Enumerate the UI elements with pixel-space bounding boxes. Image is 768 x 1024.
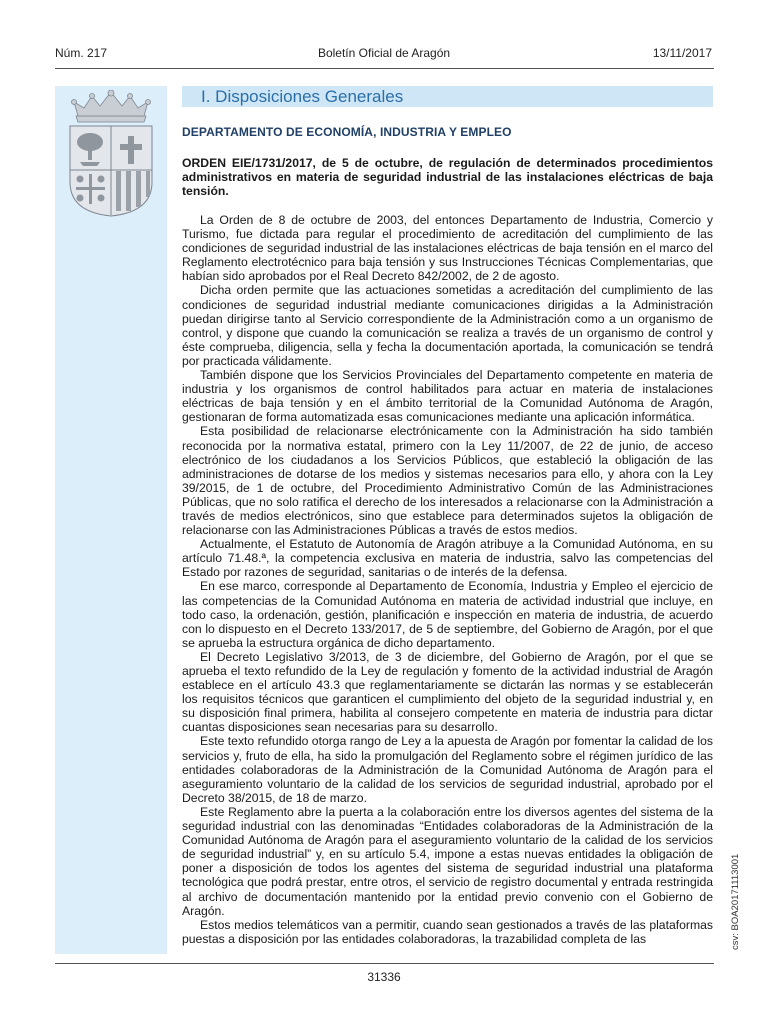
body-paragraph: Esta posibilidad de relacionarse electrónicamente con la Administración ha sido también reconocida por la normativa estatal, primero con la Ley 11/2007, de 22 de junio, de acceso electrónico de los ciudadanos a los Servicios Públicos, que estableció la obligación de las administraciones de dotarse de los medios y sistemas necesarios para ello, y ahora con la Ley 39/2015, de 1 de octubre, del Procedimiento Administrativo Común de las Administraciones Públicas, que no solo ratifica el derecho de los interesados a relacionarse con la Administración a través de medios electrónicos, sino que establece para determinados sujetos la obligación de relacionarse con las Administraciones Públicas a través de estos medios. — [182, 424, 713, 538]
body-paragraph: Estos medios telemáticos van a permitir, cuando sean gestionados a través de las plataformas puestas a disposición por las entidades colaboradoras, la trazabilidad completa de las — [182, 917, 713, 946]
body-paragraph: En ese marco, corresponde al Departamento de Economía, Industria y Empleo el ejercicio de las competencias de la Comunidad Autónoma en materia de actividad industrial que incluye, en todo caso, la ordenación, gestión, planificación e inspección en materia de industria, de acuerdo con lo dispuesto en el Decreto 133/2017, de 5 de septiembre, del Gobierno de Aragón, por el que se aprueba la estructura orgánica de dicho departamento. — [182, 579, 713, 650]
header-divider — [55, 68, 714, 69]
body-paragraph: Dicha orden permite que las actuaciones sometidas a acreditación del cumplimiento de las condiciones de seguridad industrial mediante comunicaciones dirigidas a la Administración puedan dirigirse tanto al Servicio correspondiente de la Administración como a un organismo de control, y dispone que cuando la comunicación se realiza a través de un organismo de control y éste comprueba, diligencia, sella y fecha la documentación aportada, la comunicación se tendrá por practicada válidamente. — [182, 283, 713, 368]
bulletin-date: 13/11/2017 — [652, 46, 712, 60]
page-number: 31336 — [367, 970, 401, 984]
body-paragraph: Actualmente, el Estatuto de Autonomía de Aragón atribuye a la Comunidad Autónoma, en su artículo 71.48.ª, la competencia exclusiva en materia de industria, salvo las competencias del Estado por razones de seguridad, sanitarias o de interés de la defensa. — [182, 537, 713, 580]
footer-divider — [55, 963, 714, 964]
csv-verification-code: csv: BOA20171113001 — [730, 853, 741, 950]
order-title: ORDEN EIE/1731/2017, de 5 de octubre, de regulación de determinados procedimientos administrativos en materia de seguridad industrial de las instalaciones eléctricas de baja tensión. — [182, 156, 713, 198]
body-paragraph: También dispone que los Servicios Provinciales del Departamento competente en materia de industria y los organismos de control habilitados para actuar en materia de instalaciones eléctricas de baja tensión y en el ámbito territorial de la Comunidad Autónoma de Aragón, gestionaran de forma automatizada esas comunicaciones mediante una aplicación informática. — [182, 368, 713, 425]
coat-of-arms-icon — [64, 90, 158, 218]
document-body — [182, 213, 713, 946]
section-title: I. Disposiciones Generales — [201, 87, 404, 106]
body-paragraph: La Orden de 8 de octubre de 2003, del entonces Departamento de Industria, Comercio y Turismo, fue dictada para regular el procedimiento de acreditación del cumplimiento de las condiciones de seguridad industrial de las instalaciones eléctricas de baja tensión en el marco del Reglamento electrotécnico para baja tensión y sus Instrucciones Técnicas Complementarias, que habían sido aprobados por el Real Decreto 842/2002, de 2 de agosto. — [182, 213, 713, 284]
department-heading: DEPARTAMENTO DE ECONOMÍA, INDUSTRIA Y EMPLEO — [182, 125, 512, 139]
bulletin-title: Boletín Oficial de Aragón — [317, 46, 451, 60]
body-paragraph: Este texto refundido otorga rango de Ley a la apuesta de Aragón por fomentar la calidad de los servicios y, fruto de ella, ha sido la promulgación del Reglamento sobre el régimen jurídico de las entidades colaboradoras de la Administración de la Comunidad Autónoma de Aragón para el aseguramiento voluntario de la calidad de los servicios de seguridad industrial, aprobado por el Decreto 38/2015, de 18 de marzo. — [182, 734, 713, 805]
body-paragraph: El Decreto Legislativo 3/2013, de 3 de diciembre, del Gobierno de Aragón, por el que se aprueba el texto refundido de la Ley de regulación y fomento de la actividad industrial de Aragón establece en el artículo 43.3 que reglamentariamente se dictarán las normas y se establecerán los requisitos técnicos que garanticen el cumplimiento del objeto de la seguridad industrial y, en su disposición final primera, habilita al consejero competente en materia de industria para dictar cuantas disposiciones sean necesarias para su desarrollo. — [182, 649, 713, 735]
bulletin-number: Núm. 217 — [55, 46, 108, 60]
body-paragraph: Este Reglamento abre la puerta a la colaboración entre los diversos agentes del sistema de la seguridad industrial con las denominadas “Entidades colaboradoras de la Administración de la Comunidad Autónoma de Aragón para el aseguramiento voluntario de la calidad de los servicios de seguridad industrial” y, en su artículo 5.4, impone a estas nuevas entidades la obligación de poner a disposición de todos los agentes del sistema de seguridad industrial una plataforma tecnológica que podrá prestar, entre otros, el servicio de registro documental y entrada restringida al archivo de documentación mantenido por la entidad previo convenio con el Gobierno de Aragón. — [182, 804, 713, 918]
